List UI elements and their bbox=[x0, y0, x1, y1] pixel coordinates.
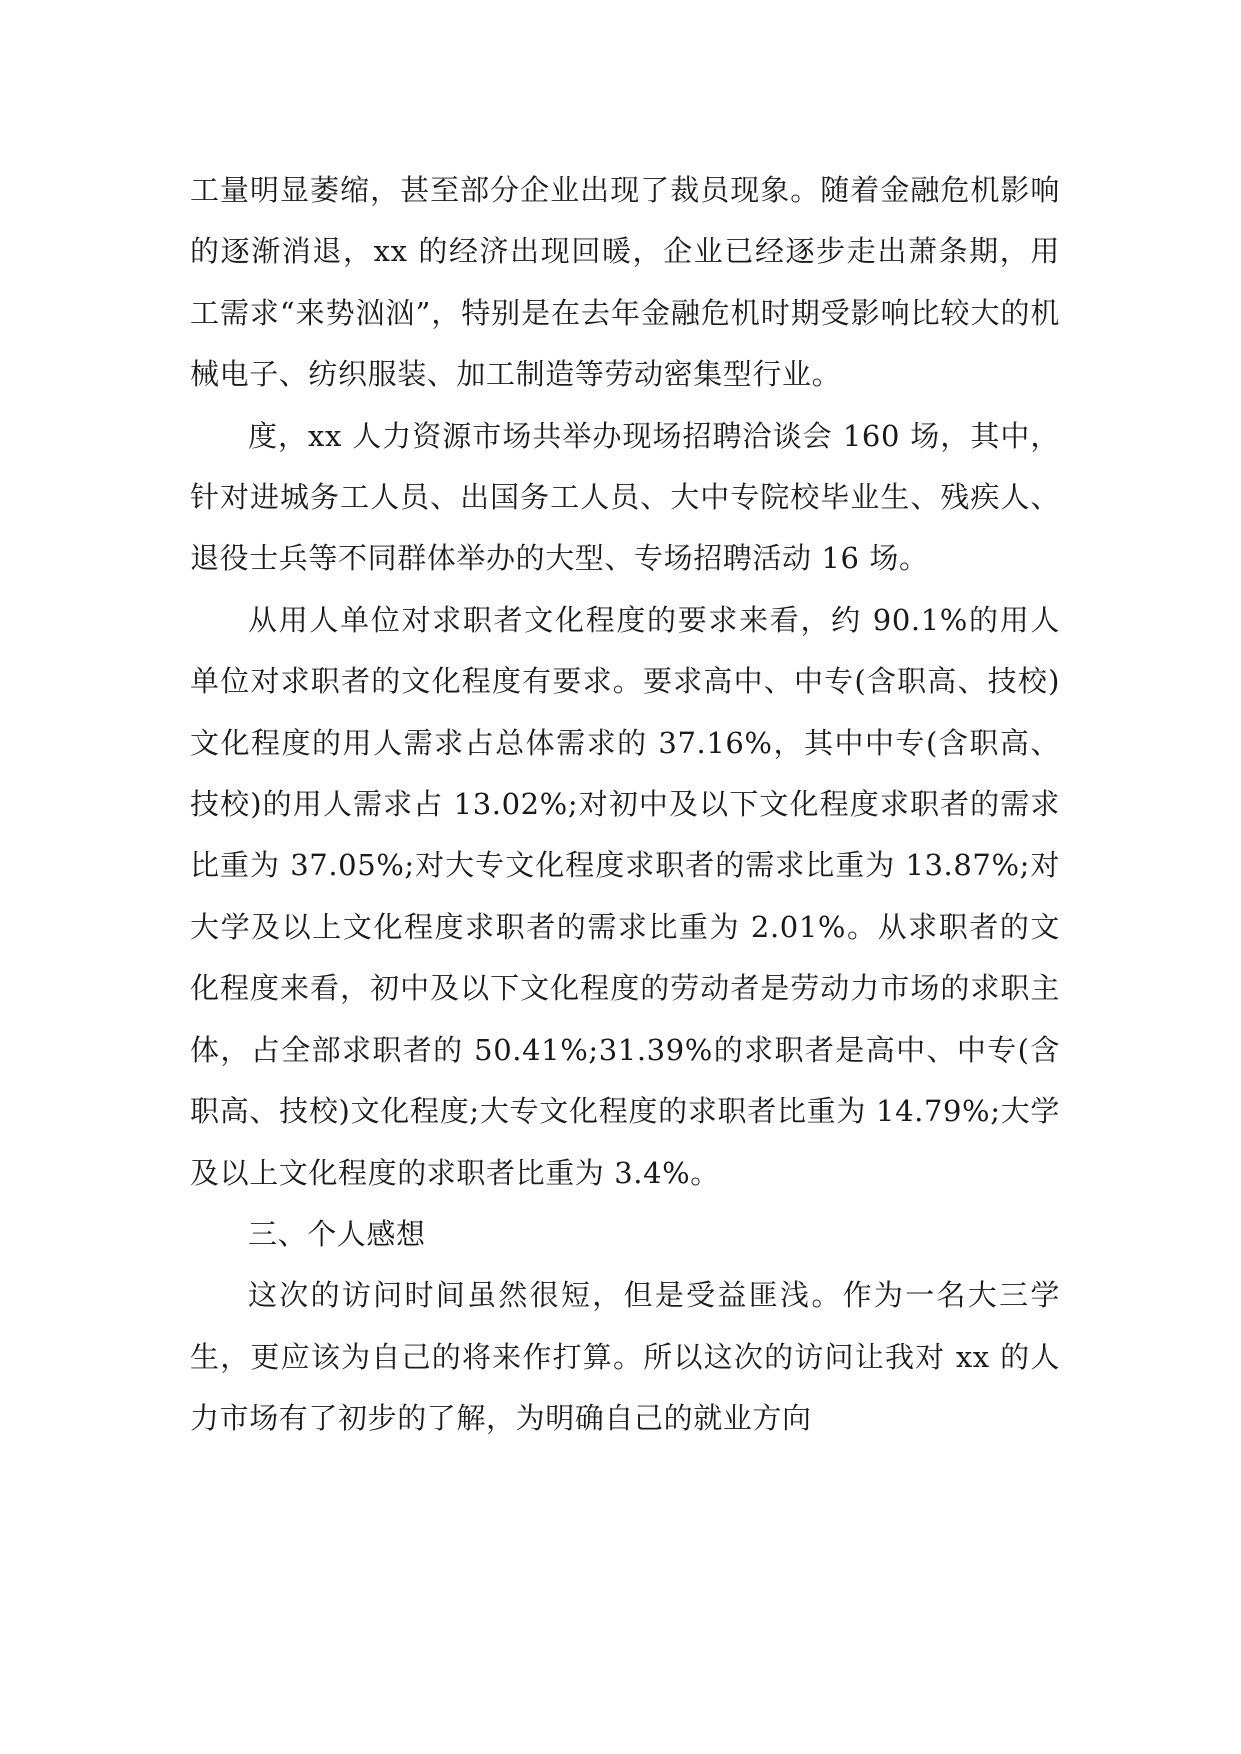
section-heading-personal-reflections: 三、个人感想 bbox=[248, 1216, 426, 1251]
paragraph-job-fairs: 度，xx 人力资源市场共举办现场招聘洽谈会 160 场，其中，针对进城务工人员、出国务工人员、大中专院校毕业生、残疾人、退役士兵等不同群体举办的大型、专场招聘活动 16 场。 bbox=[190, 418, 1060, 576]
paragraph-education-statistics: 从用人单位对求职者文化程度的要求来看，约 90.1%的用人单位对求职者的文化程度有要求。要求高中、中专(含职高、技校)文化程度的用人需求占总体需求的 37.16%，其中中专(含职高、技校)的用人需求占 13.02%;对初中及以下文化程度求职者的需求比重为 37.05%;对大专文化程度求职者的需求比重为 13.87%;对大学及以上文化程度求职者的需求比重为 2.01%。从求职者的文化程度来看，初中及以下文化程度的劳动者是劳动力市场的求职主体，占全部求职者的 50.41%;31.39%的求职者是高中、中专(含职高、技校)文化程度;大专文化程度的求职者比重为 14.79%;大学及以上文化程度的求职者比重为 3.4%。 bbox=[190, 602, 1060, 1190]
document-page bbox=[190, 160, 1060, 1450]
paragraph-continuation: 工量明显萎缩，甚至部分企业出现了裁员现象。随着金融危机影响的逐渐消退，xx 的经济出现回暖，企业已经逐步走出萧条期，用工需求“来势汹汹”，特别是在去年金融危机时期受影响比较大的机械电子、纺织服装、加工制造等劳动密集型行业。 bbox=[190, 173, 1060, 392]
paragraph-reflection: 这次的访问时间虽然很短，但是受益匪浅。作为一名大三学生，更应该为自己的将来作打算。所以这次的访问让我对 xx 的人力市场有了初步的了解，为明确自己的就业方向 bbox=[190, 1278, 1060, 1436]
